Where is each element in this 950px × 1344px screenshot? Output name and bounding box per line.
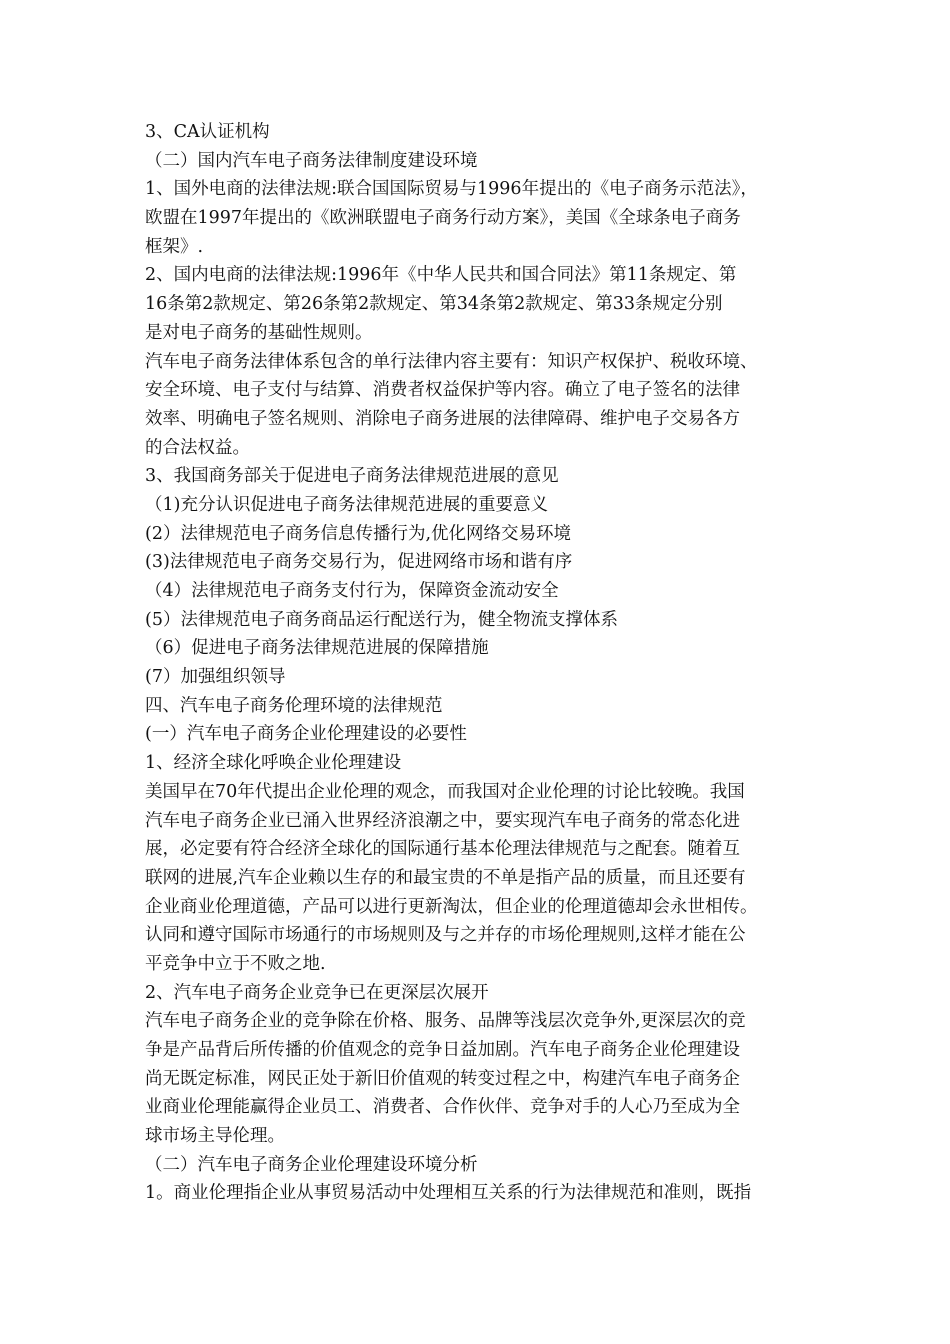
text-line: 的合法权益。: [145, 437, 250, 458]
text-line: 汽车电子商务企业已涌入世界经济浪潮之中，要实现汽车电子商务的常态化进: [145, 810, 740, 831]
text-line: (5）法律规范电子商务商品运行配送行为，健全物流支撑体系: [145, 609, 618, 630]
document-body: [145, 118, 825, 1208]
text-line: 1、经济全球化呼唤企业伦理建设: [145, 753, 402, 774]
text-line: 平竞争中立于不败之地.: [145, 953, 326, 974]
text-line: 框架》.: [145, 236, 204, 257]
text-line: 2、国内电商的法律法规:1996年《中华人民共和国合同法》第11条规定、第: [145, 265, 737, 286]
text-line: 尚无既定标准，网民正处于新旧价值观的转变过程之中，构建汽车电子商务企: [145, 1068, 740, 1089]
text-line: 汽车电子商务法律体系包含的单行法律内容主要有：知识产权保护、税收环境、: [145, 351, 758, 372]
text-line: （4）法律规范电子商务支付行为，保障资金流动安全: [145, 581, 559, 601]
text-line: 四、汽车电子商务伦理环境的法律规范: [145, 695, 443, 716]
text-line: (一）汽车电子商务企业伦理建设的必要性: [145, 724, 467, 745]
text-line: 3、我国商务部关于促进电子商务法律规范进展的意见: [145, 466, 559, 487]
text-line: 2、汽车电子商务企业竞争已在更深层次展开: [145, 982, 489, 1003]
text-line: 3、CA认证机构: [145, 122, 270, 142]
text-line: （二）国内汽车电子商务法律制度建设环境: [145, 150, 478, 171]
text-line: 效率、明确电子签名规则、消除电子商务进展的法律障碍、维护电子交易各方: [145, 408, 740, 429]
text-line: 安全环境、电子支付与结算、消费者权益保护等内容。确立了电子签名的法律: [145, 380, 740, 401]
text-line: 是对电子商务的基础性规则。: [145, 322, 373, 343]
text-line: （二）汽车电子商务企业伦理建设环境分析: [145, 1154, 478, 1175]
text-line: 认同和遵守国际市场通行的市场规则及与之并存的市场伦理规则,这样才能在公: [145, 925, 746, 946]
text-line: 联网的进展,汽车企业赖以生存的和最宝贵的不单是指产品的质量，而且还要有: [145, 867, 746, 888]
text-line: （6）促进电子商务法律规范进展的保障措施: [145, 638, 489, 659]
text-line: 展，必定要有符合经济全球化的国际通行基本伦理法律规范与之配套。随着互: [145, 839, 740, 860]
text-line: (3)法律规范电子商务交易行为，促进网络市场和谐有序: [145, 552, 573, 573]
text-line: 业商业伦理能赢得企业员工、消费者、合作伙伴、竞争对手的人心乃至成为全: [145, 1097, 740, 1118]
text-line: 企业商业伦理道德，产品可以进行更新淘汰，但企业的伦理道德却会永世相传。: [145, 896, 758, 917]
text-line: 球市场主导伦理。: [145, 1126, 285, 1147]
text-line: 16条第2款规定、第26条第2款规定、第34条第2款规定、第33条规定分别: [145, 294, 723, 315]
text-line: 美国早在70年代提出企业伦理的观念，而我国对企业伦理的讨论比较晚。我国: [145, 781, 745, 802]
text-line: 争是产品背后所传播的价值观念的竞争日益加剧。汽车电子商务企业伦理建设: [145, 1040, 740, 1060]
text-line: (7）加强组织领导: [145, 667, 286, 688]
text-line: (2）法律规范电子商务信息传播行为,优化网络交易环境: [145, 523, 572, 544]
text-line: 汽车电子商务企业的竞争除在价格、服务、品牌等浅层次竞争外,更深层次的竞: [145, 1011, 746, 1032]
text-line: 1、国外电商的法律法规:联合国国际贸易与1996年提出的《电子商务示范法》，: [145, 179, 758, 200]
text-line: （1)充分认识促进电子商务法律规范进展的重要意义: [145, 494, 548, 515]
text-line: 欧盟在1997年提出的《欧洲联盟电子商务行动方案》，美国《全球条电子商务: [145, 208, 741, 229]
text-line: 1。商业伦理指企业从事贸易活动中处理相互关系的行为法律规范和准则，既指: [145, 1183, 752, 1204]
